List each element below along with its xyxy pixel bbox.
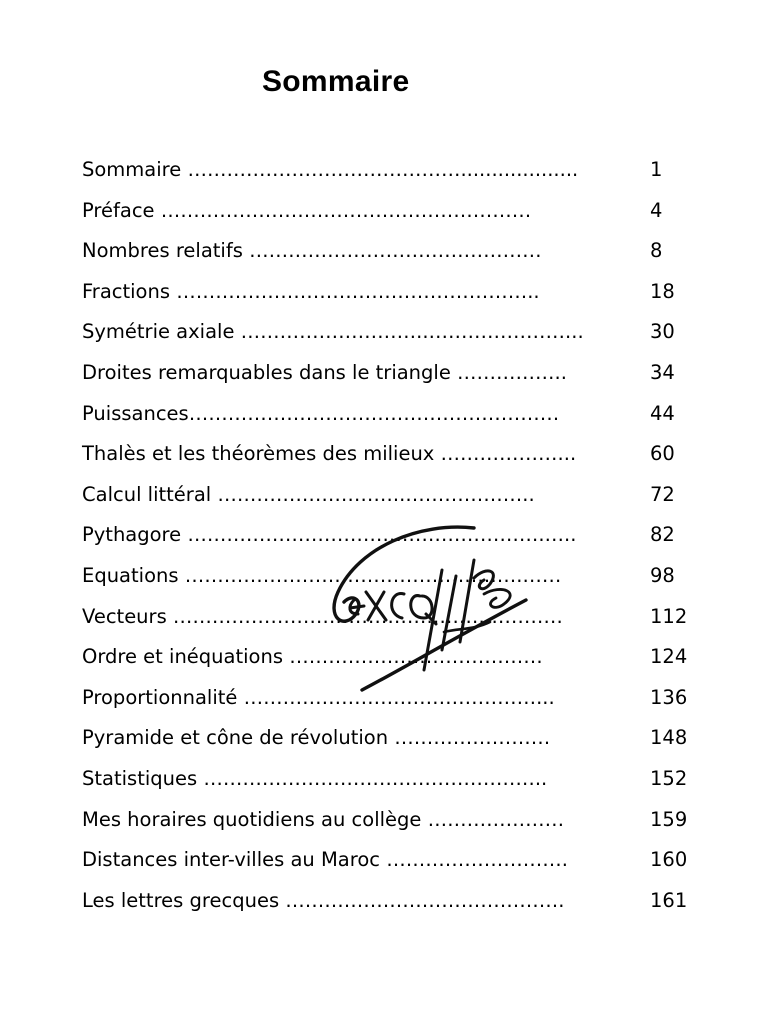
toc-entry-title: Droites remarquables dans le triangle …………….. [82, 360, 567, 384]
toc-entry-title: Statistiques …………………………………………….. [82, 766, 548, 790]
toc-entry-page: 8 [650, 239, 663, 263]
toc-entry-page: 44 [650, 401, 675, 425]
toc-entry-page: 98 [650, 563, 675, 587]
toc-entry [82, 434, 692, 475]
toc-entry-title: Pythagore ……………………………………………….….. [82, 523, 577, 547]
toc-entry-title: Sommaire ……………………………………................... [82, 158, 579, 181]
toc-entry-page: 82 [650, 523, 675, 547]
page-title: Sommaire [262, 65, 410, 98]
toc-entry [82, 150, 692, 191]
toc-entry-page: 136 [650, 685, 688, 709]
toc-entry [82, 718, 692, 759]
toc-entry-page: 160 [650, 848, 688, 872]
toc-entry-page: 34 [650, 360, 675, 384]
toc-entry-title: Puissances………………………………………………… [82, 401, 560, 425]
toc-entry-title: Thalès et les théorèmes des milieux ………………... [82, 442, 577, 466]
toc-entry-page: 1 [650, 158, 663, 181]
toc-entry-page: 124 [650, 645, 688, 669]
toc-entry [82, 231, 692, 272]
toc-entry-title: Préface ………………………………………………… [82, 198, 532, 222]
toc-entry-title: Pyramide et cône de révolution …………………… [82, 726, 551, 750]
toc-entry [82, 394, 692, 435]
toc-entry-page: 72 [650, 482, 675, 506]
toc-entry-title: Distances inter-villes au Maroc ………………………. [82, 848, 568, 872]
toc-entry-title: Les lettres grecques ……………………………………. [82, 888, 565, 912]
toc-entry [82, 881, 692, 922]
toc-entry-title: Vecteurs …………………………………………………… [82, 604, 563, 628]
toc-entry-page: 60 [650, 442, 675, 466]
toc-entry-page: 112 [650, 604, 688, 628]
toc-entry [82, 353, 692, 394]
toc-entry-title: Fractions ……………………………………………….. [82, 279, 540, 303]
toc-entry [82, 475, 692, 516]
toc-entry-title: Mes horaires quotidiens au collège ………………… [82, 807, 565, 831]
toc-entry-title: Proportionnalité ………………………………………... [82, 685, 555, 709]
toc-entry [82, 840, 692, 881]
toc-entry-page: 148 [650, 726, 688, 750]
toc-entry [82, 312, 692, 353]
toc-entry-title: Ordre et inéquations ………………………………… [82, 645, 543, 669]
toc-entry-title: Symétrie axiale ………………………..…………………... [82, 320, 584, 344]
toc-entry-page: 18 [650, 279, 675, 303]
toc-entry-page: 4 [650, 198, 663, 222]
toc-entry-page: 152 [650, 766, 688, 790]
toc-entry [82, 191, 692, 232]
toc-entry [82, 800, 692, 841]
toc-entry [82, 759, 692, 800]
toc-entry-title: Calcul littéral ………………………..……………….. [82, 482, 535, 506]
handwritten-signature-icon [324, 522, 534, 692]
toc-entry-page: 159 [650, 807, 688, 831]
toc-entry-page: 30 [650, 320, 675, 344]
toc-entry [82, 272, 692, 313]
toc-entry-title: Equations …………………………………………….…… [82, 563, 562, 587]
toc-entry-page: 161 [650, 888, 688, 912]
toc-entry-title: Nombres relatifs ……………………………………… [82, 239, 542, 263]
